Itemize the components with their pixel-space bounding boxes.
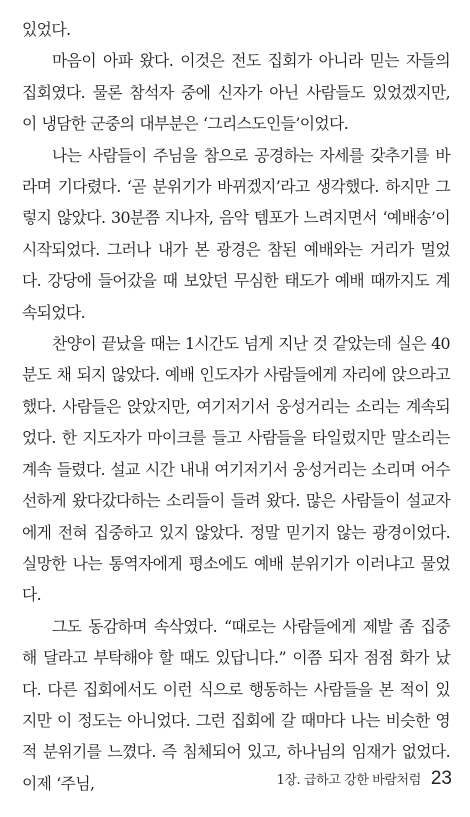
paragraph-continuation: 있었다. xyxy=(22,20,71,39)
paragraph-worship-end: 찬양이 끝났을 때는 1시간도 넘게 지난 것 같았는데 실은 40분도 채 되지 않았다. 예배 인도자가 사람들에게 자리에 앉으라고 했다. 사람들은 앉았지만, 여기저기서 웅성거리는 소리는 계속되었다. 한 지도자가 마이크를 들고 사람들을 타일렀지만 말소리는 계속 들렸다. 설교 시간 내내 여기저기서 웅성거리는 소리며 어수선하게 왔다갔다하는 소리들이 들려 왔다. 많은 사람들이 설교자에게 전혀 집중하고 있지 않았다. 정말 믿기지 않는 광경이었다. 실망한 나는 통역자에게 평소에도 예배 분위기가 이러냐고 물었다. xyxy=(22,334,450,605)
page-number: 23 xyxy=(430,768,452,789)
paragraph-interpreter: 그도 동감하며 속삭였다. “때로는 사람들에게 제발 좀 집중해 달라고 부탁해야 할 때도 있답니다.” 이쯤 되자 점점 화가 났다. 다른 집회에서도 이런 식으로 행동하는 사람들을 본 적이 있지만 이 정도는 아니었다. 그런 집회에 갈 때마다 나는 비슷한 영적 분위기를 느꼈다. 즉 침체되어 있고, 하나님의 임재가 없었다. 이제 ‘주님, xyxy=(22,616,450,793)
body-text xyxy=(22,14,450,799)
paragraph-heartache: 마음이 아파 왔다. 이것은 전도 집회가 아니라 믿는 자들의 집회였다. 물론 참석자 중에 신자가 아닌 사람들도 있었겠지만, 이 냉담한 군중의 대부분은 ‘그리스도인들’이었다. xyxy=(22,51,450,134)
running-head: 1장. 급하고 강한 바람처럼 xyxy=(276,773,421,788)
paragraph-waiting: 나는 사람들이 주님을 참으로 공경하는 자세를 갖추기를 바라며 기다렸다. ‘곧 분위기가 바뀌겠지’라고 생각했다. 하지만 그렇지 않았다. 30분쯤 지나자, 음악 템포가 느려지면서 ‘예배송’이 시작되었다. 그러나 내가 본 광경은 참된 예배와는 거리가 멀었다. 강당에 들어갔을 때 보았던 무심한 태도가 예배 때까지도 계속되었다. xyxy=(22,145,450,322)
page-footer xyxy=(0,768,452,798)
